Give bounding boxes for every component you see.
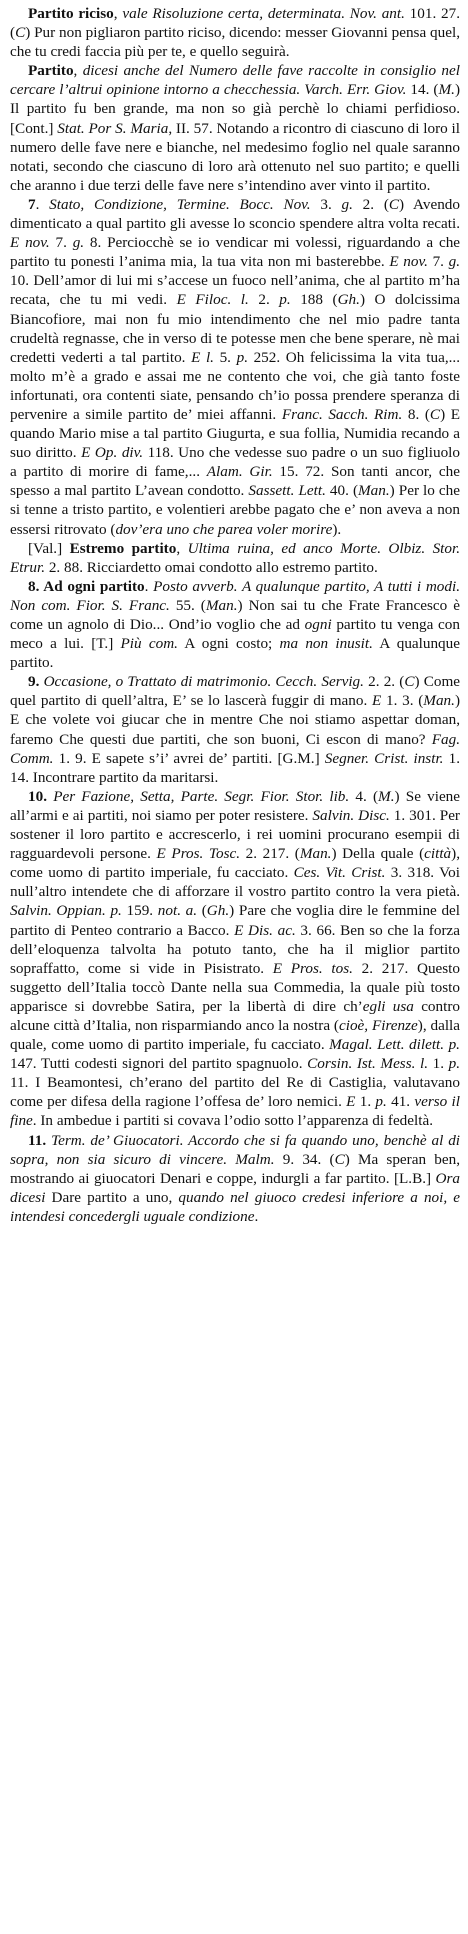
entry-sense-10-fazione: 10. Per Fazione, Setta, Parte. Segr. Fior. Stor. lib. 4. (M.) Se viene all’armi e ai partiti, noi siamo per poter resistere. Salvin. Disc. 1. 301. Per sostener il loro partito e accrescerlo, i rei uomini procurano esempii di ragguardevoli persone. E Pros. Tosc. 2. 217. (Man.) Della quale (città), come uomo di partito imperiale, fu cacciato. Ces. Vit. Crist. 3. 318. Voi null’altro intendete che di afforzare il vostro partito contro la vera pietà. Salvin. Oppian. p. 159. not. a. (Gh.) Pare che voglia dire le femmine del partito di Penteo contrario a Bacco. E Dis. ac. 3. 66. Ben so che la forza dell’eloquenza talvolta ha potuto tanto, che ha il miglior partito sopraffatto, come si vide in Pisistrato. E Pros. tos. 2. 217. Questo suggetto dell’Italia toccò Dante nella sua Commedia, la quale più tosto apparisce si dovrebbe Satira, per la libertà di dire ch’egli usa contro alcune città d’Italia, non risparmiando anco la nostra (cioè, Firenze), dalla quale, come uomo di partito imperiale, fu cacciato. Magal. Lett. dilett. p. 147. Tutti codesti signori del partito spagnuolo. Corsin. Ist. Mess. l. 1. p. 11. I Beamontesi, ch’erano del partito del Re di Castiglia, valutavano come per difesa della ragione l’offesa de’ loro nemici. E 1. p. 41. verso il fine. In ambedue i partiti si covava l’odio sotto l’apparenza di fedeltà. bbox=[10, 787, 461, 1130]
entry-sense-11-giuocatori: 11. Term. de’ Giuocatori. Accordo che si fa quando uno, benchè al di sopra, non sia sicuro di vincere. Malm. 9. 34. (C) Ma speran ben, mostrando ai giuocatori Denari e coppe, indurgli a far partito. [L.B.] Ora dicesi Dare partito a uno, quando nel giuoco credesi inferiore a noi, e intendesi concedergli uguale condizione. bbox=[10, 1131, 461, 1225]
entry-estremo-partito: [Val.] Estremo partito, Ultima ruina, ed anco Morte. Olbiz. Stor. Etrur. 2. 88. Ricciardetto omai condotto allo estremo partito. bbox=[10, 539, 461, 576]
entry-sense-9-occasione: 9. Occasione, o Trattato di matrimonio. Cecch. Servig. 2. 2. (C) Come quel partito di quell’altra, E’ se lo lascerà fuggir di mano. E 1. 3. (Man.) E che volete voi giucar che in mentre Che noi stiamo aspettar doman, faremo Che questi due partiti, che son buoni, Ci escon di mano? Fag. Comm. 1. 9. E sapete s’i’ avrei de’ partiti. [G.M.] Segner. Crist. instr. 1. 14. Incontrare partito da maritarsi. bbox=[10, 673, 461, 786]
entry-partito-fave: Partito, dicesi anche del Numero delle fave raccolte in consiglio nel cercare l’altrui opinione intorno a checchessia. Varch. Err. Giov. 14. (M.) Il partito fu ben grande, ma non so già perchè lo chiami perfidioso. [Cont.] Stat. Por S. Maria, II. 57. Notando a ricontro di ciascuno di loro il numero delle fave nere e bianche, nel medesimo foglio nel quale saranno notati, secondo che ciascuno di loro arà ottenuto nel suo partito; e quelli che aranno i due terzi delle fave nere s’intendino aver vinto il partito. bbox=[10, 62, 461, 194]
entry-sense-7-stato: 7. Stato, Condizione, Termine. Bocc. Nov. 3. g. 2. (C) Avendo dimenticato a qual partito gli avesse lo sconcio spendere altra volta recati. E nov. 7. g. 8. Perciocchè se io vendicar mi volessi, riguardando a che partito tu ponesti l’anima mia, la tua vita non mi basterebbe. E nov. 7. g. 10. Dell’amor di lui mi s’accese un fuoco nell’anima, che al partito m’ha recata, che tu mi vedi. E Filoc. l. 2. p. 188 (Gh.) O dolcissima Biancofiore, mai non fu mio intendimento che nel mio padre tanta crudeltà regnasse, che in verso di te potesse men che bene sperare, nè mai credetti vederti a tal partito. E l. 5. p. 252. Oh felicissima la vita tua,... molto m’è a grado e assai me ne contento che voi, che già tanto foste infortunati, ora contenti siate, pensando ch’io possa prendere speranza di pervenire a simile partito de’ miei affanni. Franc. Sacch. Rim. 8. (C) E quando Mario mise a tal partito Giugurta, e sua follia, Numidia recando a suo diritto. E Op. div. 118. Uno che vedesse suo padre o un suo figliuolo a partito di morire di fame,... Alam. Gir. 15. 72. Son tanti ancor, che spesso a mal partito L’avean condotto. Sassett. Lett. 40. (Man.) Per lo che si tenne a tristo partito, e volentieri arebbe pagato che e’ non aveva a non essersi ritrovato (dov’era uno che parea voler morire). bbox=[10, 195, 461, 538]
entry-partito-riciso: Partito riciso, vale Risoluzione certa, determinata. Nov. ant. 101. 27. (C) Pur non pigliaron partito riciso, dicendo: messer Giovanni pensa quel, che tu credi faccia più per te, e quello seguirà. bbox=[10, 5, 461, 61]
entry-sense-8-ad-ogni-partito: 8. Ad ogni partito. Posto avverb. A qualunque partito, A tutti i modi. Non com. Fior. S. Franc. 55. (Man.) Non sai tu che Frate Francesco è come un agnolo di Dio... Ond’io voglio che ad ogni partito tu venga con meco a lui. [T.] Più com. A ogni costo; ma non inusit. A qualunque partito. bbox=[10, 577, 461, 672]
